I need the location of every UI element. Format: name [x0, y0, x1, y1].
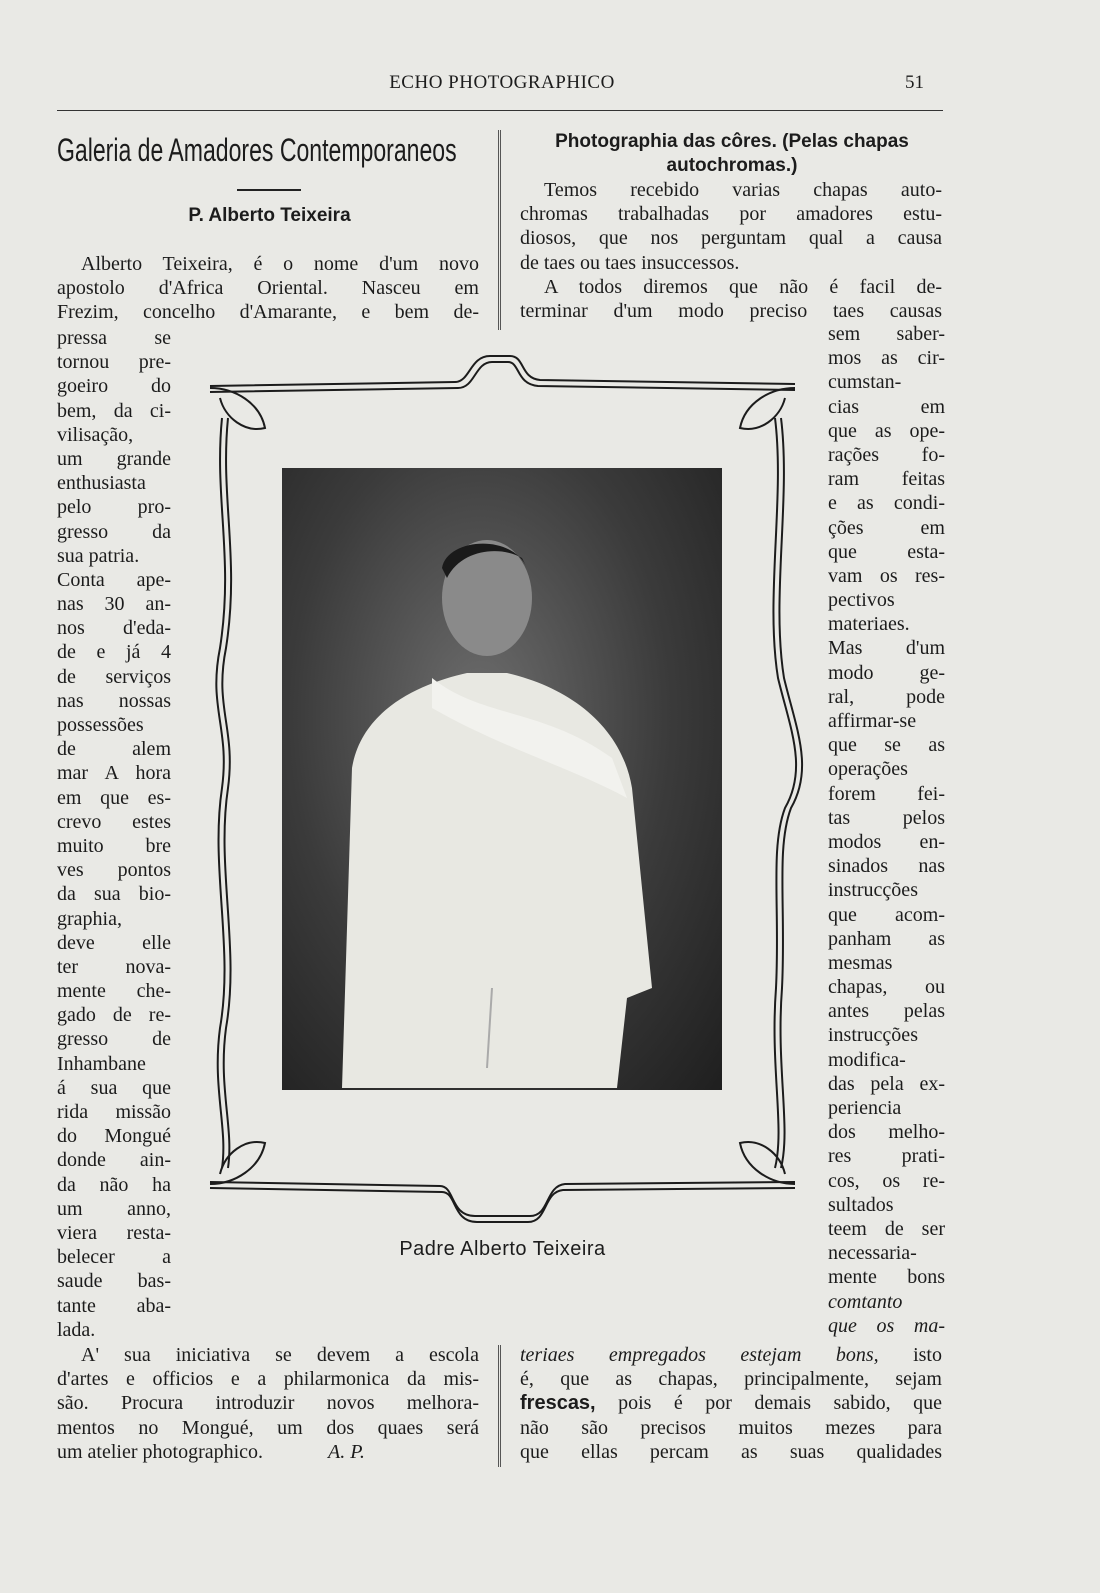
- text-line: deve elle: [57, 931, 171, 954]
- text-line: tante aba-: [57, 1294, 171, 1317]
- text-line: mente che-: [57, 980, 171, 1003]
- text-line: que acom-: [828, 903, 945, 926]
- text-line: saude bas-: [57, 1270, 171, 1293]
- text-line: dos melho-: [828, 1121, 945, 1144]
- text-line: vilisação,: [57, 423, 134, 446]
- text-line: que os ma-: [828, 1314, 945, 1337]
- text-line: gado de re-: [57, 1004, 171, 1027]
- text-line: A todos diremos que não é facil de-: [544, 275, 942, 298]
- portrait-figure: [282, 468, 722, 1090]
- text-line: cias em: [828, 395, 945, 418]
- text-line: á sua que: [57, 1076, 171, 1099]
- text-line: sem saber-: [828, 323, 945, 345]
- text-line: de e já 4: [57, 641, 171, 664]
- text-line: pelo pro-: [57, 496, 171, 519]
- text-line: de taes ou taes insuccessos.: [520, 251, 740, 274]
- text-line: da sua bio-: [57, 883, 171, 906]
- text-line: ral, pode: [828, 685, 945, 708]
- text-line: terminar d'um modo preciso taes causas: [520, 300, 942, 323]
- text-line: pressa se: [57, 327, 171, 349]
- text-line: A' sua iniciativa se devem a escola: [81, 1344, 479, 1366]
- text-line: modifica-: [828, 1048, 906, 1071]
- text-line: gresso de: [57, 1028, 171, 1051]
- text-line: que ellas percam as suas qualidades: [520, 1440, 942, 1463]
- text-line: enthusiasta: [57, 472, 146, 495]
- text-line: em que es-: [57, 786, 171, 809]
- text-line: mesmas: [828, 951, 893, 974]
- text-line: teem de ser: [828, 1217, 945, 1240]
- text-line: um anno,: [57, 1197, 171, 1220]
- text-line: que as ope-: [828, 419, 945, 442]
- text-line: goeiro do: [57, 375, 171, 398]
- bold-word: frescas,: [520, 1392, 596, 1415]
- text-line: sultados: [828, 1193, 894, 1216]
- text-line: antes pelas: [828, 1000, 945, 1023]
- text-line: panham as: [828, 927, 945, 950]
- text-line: modos en-: [828, 830, 945, 853]
- right-closing: [520, 1343, 942, 1464]
- text-line: diosos, que nos perguntam qual a causa: [520, 227, 942, 250]
- text-line: crevo estes: [57, 810, 171, 833]
- author-signature: A. P.: [328, 1440, 365, 1463]
- text-line: viera resta-: [57, 1221, 171, 1244]
- text-line: ves pontos: [57, 859, 171, 882]
- text-line: Frezim, concelho d'Amarante, e bem de-: [57, 301, 479, 324]
- text-line: não são precisos muitos mezes para: [520, 1416, 942, 1439]
- text-line: Alberto Teixeira, é o nome d'um novo: [81, 253, 479, 275]
- text-line: chapas, ou: [828, 976, 945, 999]
- text-line: ter nova-: [57, 955, 171, 978]
- text-line: um atelier photographico.: [57, 1440, 264, 1463]
- portrait-photo: [282, 468, 722, 1090]
- text-line: tas pelos: [828, 806, 945, 829]
- text-line: lada.: [57, 1318, 96, 1341]
- text-line: belecer a: [57, 1246, 171, 1269]
- text-line: possessões: [57, 714, 144, 736]
- text-line: materiaes.: [828, 613, 910, 636]
- text-line: que se as: [828, 734, 945, 757]
- text-line: modo ge-: [828, 661, 945, 684]
- text-line: de serviços: [57, 665, 171, 688]
- text-line: nos d'eda-: [57, 617, 171, 640]
- text-line: e as condi-: [828, 492, 945, 515]
- text-line: graphia,: [57, 907, 122, 930]
- text-line: d'artes e officios e a philarmonica da mis-: [57, 1368, 479, 1391]
- text-line: rações fo-: [828, 443, 945, 466]
- text-line: bem, da ci-: [57, 399, 171, 422]
- left-closing: [57, 1343, 479, 1464]
- text-line: são. Procura introduzir novos melhora-: [57, 1392, 479, 1415]
- running-header: ECHO PHOTOGRAPHICO: [389, 72, 615, 93]
- title-rule: [237, 189, 301, 191]
- text-line: nas 30 an-: [57, 593, 171, 616]
- text-line: sua patria.: [57, 544, 140, 567]
- text-line: das pela ex-: [828, 1072, 945, 1095]
- text-line: um grande: [57, 447, 171, 470]
- text-line: donde ain-: [57, 1149, 171, 1172]
- left-narrow-column: [57, 326, 171, 1342]
- text-line: isto: [913, 1344, 942, 1366]
- text-line: que esta-: [828, 540, 945, 563]
- header-rule: [57, 110, 943, 111]
- text-line: mentos no Mongué, um dos quaes será: [57, 1416, 479, 1439]
- text-line: affirmar-se: [828, 710, 917, 732]
- text-line: sinados nas: [828, 855, 945, 878]
- column-divider: [498, 130, 501, 330]
- text-line: ram feitas: [828, 468, 945, 491]
- text-line: Mas d'um: [828, 637, 945, 660]
- text-line: de alem: [57, 738, 171, 761]
- page-number: 51: [905, 72, 924, 93]
- text-line: pectivos: [828, 589, 895, 612]
- text-line: apostolo d'Africa Oriental. Nasceu em: [57, 277, 479, 300]
- column-divider: [498, 1345, 501, 1467]
- text-line: instrucções: [828, 879, 918, 902]
- right-narrow-column: [828, 322, 945, 1338]
- text-line: periencia: [828, 1097, 902, 1119]
- text-line: pois é por demais sabido, que: [618, 1392, 943, 1415]
- text-line: vam os res-: [828, 564, 945, 587]
- text-line: Inhambane: [57, 1052, 146, 1075]
- text-line: forem fei-: [828, 782, 945, 805]
- article-subtitle: P. Alberto Teixeira: [188, 205, 351, 226]
- text-line: ções em: [828, 516, 945, 539]
- text-line: instrucções: [828, 1024, 918, 1047]
- text-line: mar A hora: [57, 762, 171, 785]
- text-line: cos, os re-: [828, 1169, 945, 1192]
- text-line: nas nossas: [57, 689, 171, 712]
- article-title: Photographia das côres. (Pelas chapas autochromas.): [555, 131, 909, 176]
- text-line: Conta ape-: [57, 568, 171, 591]
- text-line: muito bre: [57, 834, 171, 857]
- text-line: gresso da: [57, 520, 171, 543]
- left-intro: [57, 252, 479, 325]
- text-line: teriaes empregados estejam bons,: [520, 1344, 879, 1366]
- text-line: res prati-: [828, 1145, 945, 1168]
- text-line: mos as cir-: [828, 347, 945, 370]
- text-line: rida missão: [57, 1101, 171, 1123]
- section-title: Galeria de Amadores Contemporaneos: [57, 132, 457, 168]
- text-line: da não ha: [57, 1173, 171, 1196]
- text-line: mente bons: [828, 1266, 945, 1289]
- text-line: cumstan-: [828, 371, 902, 394]
- text-line: Temos recebido varias chapas auto-: [544, 179, 942, 201]
- text-line: tornou pre-: [57, 351, 171, 374]
- text-line: necessaria-: [828, 1242, 917, 1265]
- text-line: é, que as chapas, principalmente, sejam: [520, 1368, 942, 1391]
- text-line: chromas trabalhadas por amadores estu-: [520, 203, 942, 226]
- figure-caption: Padre Alberto Teixeira: [399, 1238, 606, 1260]
- right-intro: [520, 178, 942, 323]
- text-line: do Mongué: [57, 1125, 171, 1148]
- text-line: operações: [828, 758, 908, 781]
- text-line: comtanto: [828, 1290, 903, 1313]
